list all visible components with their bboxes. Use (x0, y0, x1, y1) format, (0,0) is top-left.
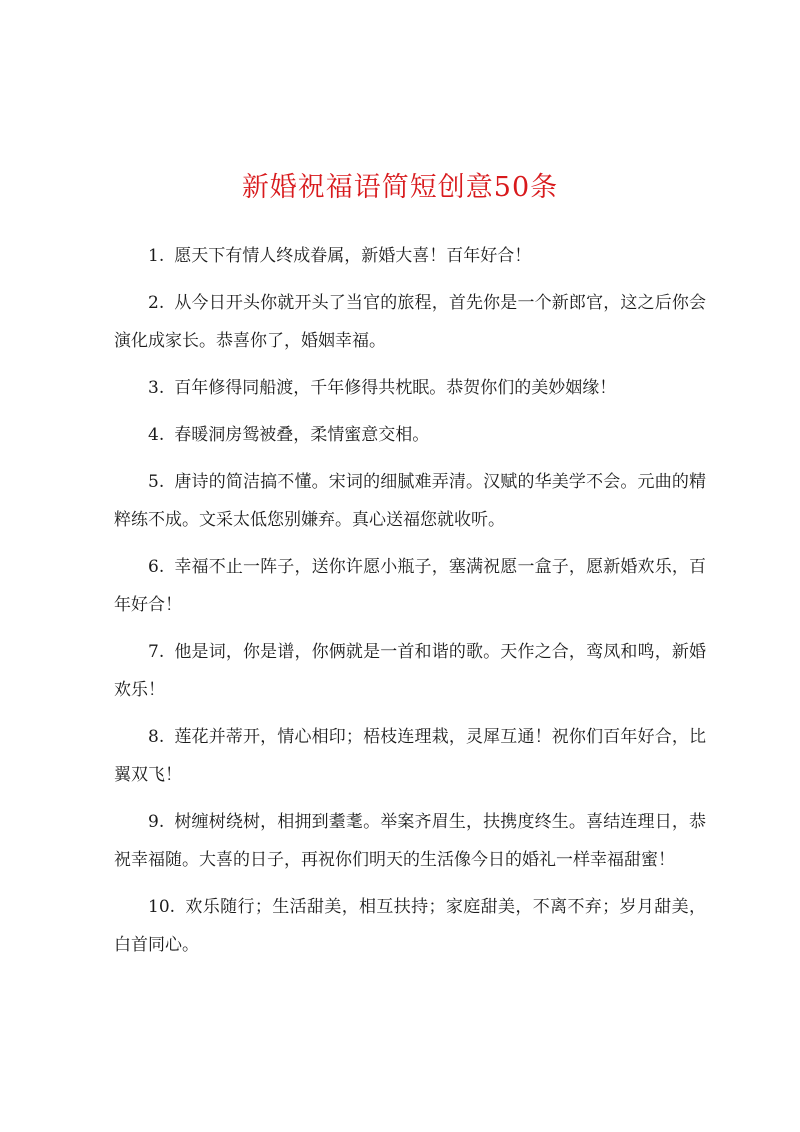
blessing-list (114, 237, 706, 973)
item-number: 9. (148, 812, 165, 832)
item-text: 唐诗的简洁搞不懂。宋词的细腻难弄清。汉赋的华美学不会。元曲的精粹练不成。文采太低您别嫌弃。真心送福您就收听。 (114, 472, 706, 530)
list-item (114, 633, 706, 709)
item-number: 3. (148, 378, 165, 398)
item-number: 8. (148, 727, 165, 747)
list-item (114, 416, 706, 454)
item-number: 4. (148, 425, 165, 445)
item-text: 百年修得同船渡，千年修得共枕眠。恭贺你们的美妙姻缘！ (174, 378, 617, 398)
list-item (114, 888, 706, 964)
list-item (114, 718, 706, 794)
item-number: 1. (148, 246, 165, 266)
list-item (114, 369, 706, 407)
document-title: 新婚祝福语简短创意50条 (241, 172, 559, 203)
list-item (114, 548, 706, 624)
item-number: 10. (148, 897, 176, 917)
item-text: 欢乐随行；生活甜美，相互扶持；家庭甜美，不离不弃；岁月甜美，白首同心。 (114, 897, 706, 955)
item-text: 从今日开头你就开头了当官的旅程，首先你是一个新郎官，这之后你会演化成家长。恭喜你了，婚姻幸福。 (114, 293, 706, 351)
item-text: 他是词，你是谱，你俩就是一首和谐的歌。天作之合，鸾凤和鸣，新婚欢乐！ (114, 642, 706, 700)
item-number: 6. (148, 557, 165, 577)
item-text: 树缠树绕树，相拥到耋耄。举案齐眉生，扶携度终生。喜结连理日，恭祝幸福随。大喜的日子，再祝你们明天的生活像今日的婚礼一样幸福甜蜜！ (114, 812, 706, 870)
item-text: 幸福不止一阵子，送你许愿小瓶子，塞满祝愿一盒子，愿新婚欢乐，百年好合！ (114, 557, 706, 615)
item-number: 5. (148, 472, 165, 492)
item-text: 莲花并蒂开，情心相印；梧枝连理栽，灵犀互通！祝你们百年好合，比翼双飞！ (114, 727, 706, 785)
item-text: 春暖洞房鸳被叠，柔情蜜意交相。 (174, 425, 430, 445)
list-item (114, 237, 706, 275)
item-number: 7. (148, 642, 165, 662)
item-number: 2. (148, 293, 165, 313)
list-item (114, 803, 706, 879)
list-item (114, 463, 706, 539)
item-text: 愿天下有情人终成眷属，新婚大喜！百年好合！ (174, 246, 532, 266)
list-item (114, 284, 706, 360)
